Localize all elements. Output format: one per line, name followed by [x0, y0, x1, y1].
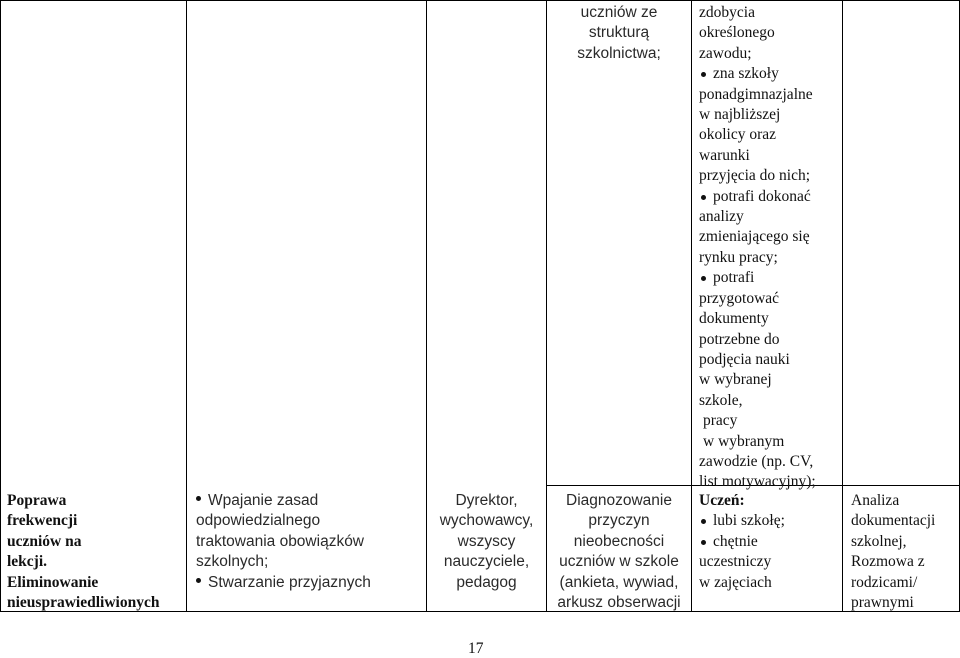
outcome-line: rynku pracy; [699, 248, 778, 266]
table-col-divider-5 [842, 0, 843, 612]
bullet-icon [196, 496, 201, 501]
goal-line: uczniów na [7, 532, 82, 550]
table-col-divider-4 [691, 0, 692, 612]
outcome-line: okolicy oraz [699, 126, 777, 144]
outcome-line: lubi szkołę; [713, 512, 785, 530]
bullet-icon [701, 195, 706, 200]
methods-line: arkusz obserwacji [557, 594, 681, 612]
outcome-line: zawodu; [699, 44, 752, 62]
responsible-line: nauczyciele, [443, 553, 530, 571]
outcome-line: zawodzie (np. CV, [699, 452, 814, 470]
outcome-line: w wybranej [699, 371, 772, 389]
outcome-line: chętnie [713, 532, 758, 550]
bullet-icon [701, 540, 706, 545]
cell-methods-top [547, 3, 691, 64]
cell-outcomes-top [699, 3, 841, 493]
task-line: Stwarzanie przyjaznych [208, 573, 371, 591]
methods-line: szkolnictwa; [577, 44, 661, 62]
task-line: traktowania obowiązków [196, 532, 365, 550]
outcome-line: przygotować [699, 289, 780, 307]
cell-tasks [196, 491, 424, 593]
table-border-top [0, 0, 960, 1]
outcome-item [699, 187, 841, 207]
evaluation-line: prawnymi [851, 594, 914, 612]
outcome-line: określonego [699, 24, 775, 42]
evaluation-line: dokumentacji [851, 512, 936, 530]
evaluation-line: Analiza [851, 492, 900, 509]
outcome-line: zdobycia [699, 4, 755, 21]
methods-line: przyczyn [588, 512, 650, 530]
outcome-line: podjęcia nauki [699, 350, 790, 368]
bullet-icon [701, 519, 706, 524]
outcome-line: zmieniającego się [699, 228, 810, 246]
methods-line: strukturą [588, 24, 650, 42]
outcome-line: pracy [703, 412, 738, 430]
evaluation-line: Rozmowa z [851, 553, 925, 571]
table-col-divider-1 [186, 0, 187, 612]
responsible-line: Dyrektor, [455, 492, 518, 509]
outcome-line: przyjęcia do nich; [699, 167, 811, 185]
bullet-icon [701, 72, 706, 77]
outcome-line: potrzebne do [699, 330, 780, 348]
outcome-line: ponadgimnazjalne [699, 85, 813, 103]
outcome-line: warunki [699, 146, 750, 164]
bullet-icon [196, 578, 201, 583]
outcome-heading: Uczeń: [699, 492, 745, 509]
responsible-line: wychowawcy, [439, 512, 534, 530]
cell-responsible [427, 491, 546, 593]
goal-line: Eliminowanie [7, 573, 99, 591]
responsible-line: pedagog [456, 573, 517, 591]
outcome-line: analizy [699, 208, 744, 226]
cell-evaluation [851, 491, 958, 613]
methods-line: Diagnozowanie [566, 492, 672, 509]
outcome-item [699, 532, 841, 552]
methods-line: nieobecności [573, 532, 665, 550]
methods-line: uczniów w szkole [559, 553, 679, 571]
outcome-line: w najbliższej [699, 106, 781, 124]
cell-methods-bottom [547, 491, 691, 613]
bullet-icon [701, 276, 706, 281]
task-line: szkolnych; [196, 553, 269, 571]
methods-line: (ankieta, wywiad, [559, 573, 679, 591]
outcome-line: w wybranym [703, 432, 785, 450]
outcome-line: list motywacyjny); [699, 473, 816, 491]
outcome-line: zna szkoły [713, 65, 779, 83]
cell-outcomes-bottom [699, 491, 841, 593]
evaluation-line: rodzicami/ [851, 573, 918, 591]
outcome-line: potrafi dokonać [713, 187, 811, 205]
outcome-line: dokumenty [699, 310, 769, 328]
task-item [196, 491, 424, 511]
outcome-line: potrafi [713, 269, 755, 287]
goal-line: lekcji. [7, 553, 48, 571]
outcome-line: uczestniczy [699, 553, 772, 571]
task-item [196, 573, 424, 593]
methods-line: uczniów ze [580, 4, 658, 21]
outcome-line: w zajęciach [699, 573, 772, 591]
goal-line: Poprawa [7, 492, 67, 509]
outcome-line: szkole, [699, 391, 743, 409]
page-number: 17 [468, 640, 484, 657]
responsible-line: wszyscy [457, 532, 516, 550]
cell-goal [7, 491, 185, 613]
outcome-item [699, 64, 841, 84]
task-line: odpowiedzialnego [196, 512, 321, 530]
task-line: Wpajanie zasad [208, 492, 319, 509]
outcome-item [699, 268, 841, 288]
outcome-item [699, 511, 841, 531]
table-border-left [0, 0, 1, 612]
evaluation-line: szkolnej, [851, 532, 907, 550]
goal-line: frekwencji [7, 512, 78, 530]
goal-line: nieusprawiedliwionych [7, 594, 160, 612]
